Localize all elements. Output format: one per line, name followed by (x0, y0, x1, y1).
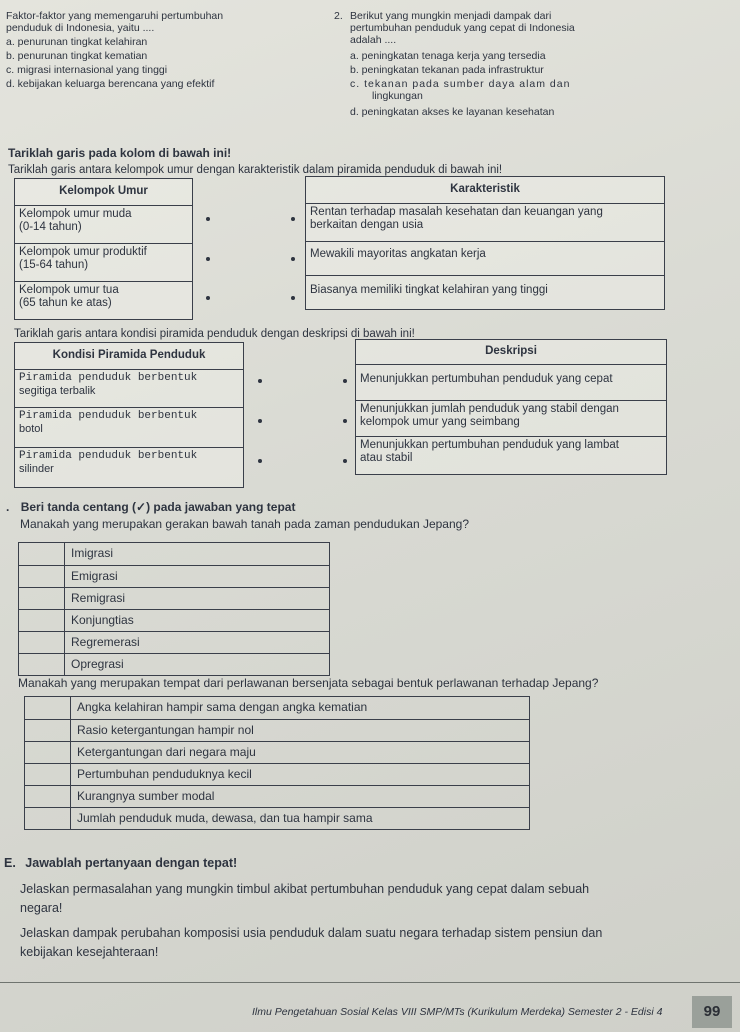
description-table (355, 339, 667, 475)
instruction-2: Tariklah garis antara kondisi piramida penduduk dengan deskripsi di bawah ini! (14, 328, 415, 340)
condition-row-3[interactable]: Piramida penduduk berbentuk silinder (15, 447, 243, 487)
question-text: Berikut yang mungkin menjadi dampak dari (350, 10, 552, 22)
connector-dot[interactable] (258, 459, 262, 463)
connector-dot[interactable] (343, 379, 347, 383)
age-group-table (14, 178, 193, 320)
connector-dot[interactable] (258, 379, 262, 383)
option-d[interactable]: d. peningkatan akses ke layanan kesehatan (350, 106, 555, 118)
option-c[interactable]: c. migrasi internasional yang tinggi (6, 64, 168, 76)
table-header: Deskripsi (485, 345, 537, 357)
section-marker: E. (4, 856, 16, 870)
checklist-row[interactable]: Rasio ketergantungan hampir nol (25, 719, 529, 741)
table-header: Kelompok Umur (59, 185, 148, 197)
option-b[interactable]: b. penurunan tingkat kematian (6, 50, 148, 62)
checklist-question-1: Manakah yang merupakan gerakan bawah tanah pada zaman pendudukan Jepang? (20, 517, 470, 531)
connector-dot[interactable] (206, 296, 210, 300)
question-text: Faktor-faktor yang memengaruhi pertumbuhan (6, 10, 224, 22)
condition-row-2[interactable]: Piramida penduduk berbentuk botol (15, 407, 243, 447)
char-row-3[interactable]: Biasanya memiliki tingkat kelahiran yang tinggi (306, 275, 664, 309)
checklist-row[interactable]: Emigrasi (19, 565, 329, 587)
checklist-row[interactable]: Regremerasi (19, 631, 329, 653)
connector-dot[interactable] (258, 419, 262, 423)
checklist-row[interactable]: Remigrasi (19, 587, 329, 609)
check-box[interactable] (19, 588, 65, 609)
check-box[interactable] (25, 720, 71, 741)
checklist-row[interactable]: Ketergantungan dari negara maju (25, 741, 529, 763)
option-c-cont: lingkungan (372, 90, 423, 102)
option-a[interactable]: a. peningkatan tenaga kerja yang tersedia (350, 50, 546, 62)
page-number: 99 (692, 996, 732, 1028)
mc-question-1 (6, 10, 316, 90)
option-a[interactable]: a. penurunan tingkat kelahiran (6, 36, 148, 48)
checklist-row[interactable]: Kurangnya sumber modal (25, 785, 529, 807)
checklist-2 (24, 696, 530, 830)
option-b[interactable]: b. peningkatan tekanan pada infrastruktur (350, 64, 544, 76)
checklist-row[interactable]: Imigrasi (19, 543, 329, 565)
check-box[interactable] (19, 632, 65, 653)
age-row-3[interactable]: Kelompok umur tua (65 tahun ke atas) (15, 281, 192, 319)
checklist-row[interactable]: Konjungtias (19, 609, 329, 631)
connector-dot[interactable] (291, 296, 295, 300)
question-number: 2. (334, 10, 343, 22)
checklist-row[interactable]: Opregrasi (19, 653, 329, 675)
desc-row-1[interactable]: Menunjukkan pertumbuhan penduduk yang cepat (356, 364, 666, 400)
checklist-question-2: Manakah yang merupakan tempat dari perlawanan bersenjata sebagai bentuk perlawanan terhadap Jepang? (18, 676, 599, 690)
section-d-heading: E. Jawablah pertanyaan dengan tepat! (4, 856, 238, 870)
essay-question-1: Jelaskan permasalahan yang mungkin timbul akibat pertumbuhan penduduk yang cepat dalam sebuah negara! (20, 882, 590, 915)
check-box[interactable] (19, 566, 65, 587)
char-row-1[interactable]: Rentan terhadap masalah kesehatan dan keuangan yang berkaitan dengan usia (306, 203, 664, 241)
char-row-2[interactable]: Mewakili mayoritas angkatan kerja (306, 241, 664, 275)
checklist-row[interactable]: Pertumbuhan penduduknya kecil (25, 763, 529, 785)
connector-dot[interactable] (291, 217, 295, 221)
checklist-row[interactable]: Angka kelahiran hampir sama dengan angka kematian (25, 697, 529, 719)
connector-dot[interactable] (206, 257, 210, 261)
check-box[interactable] (19, 610, 65, 631)
table-header: Karakteristik (450, 183, 520, 195)
characteristics-table (305, 176, 665, 310)
pyramid-condition-table (14, 342, 244, 488)
desc-row-3[interactable]: Menunjukkan pertumbuhan penduduk yang lambat atau stabil (356, 436, 666, 474)
essay-question-2: Jelaskan dampak perubahan komposisi usia penduduk dalam suatu negara terhadap sistem pensiun dan kebijakan kesejahteraan! (20, 926, 603, 959)
connector-dot[interactable] (343, 459, 347, 463)
question-text: adalah .... (350, 34, 397, 46)
age-row-2[interactable]: Kelompok umur produktif (15-64 tahun) (15, 243, 192, 281)
connector-dot[interactable] (206, 217, 210, 221)
book-title: Ilmu Pengetahuan Sosial Kelas VIII SMP/MTs (Kurikulum Merdeka) Semester 2 - Edisi 4 (252, 1006, 663, 1018)
connector-dot[interactable] (343, 419, 347, 423)
age-row-1[interactable]: Kelompok umur muda (0-14 tahun) (15, 205, 192, 243)
condition-row-1[interactable]: Piramida penduduk berbentuk segitiga terbalik (15, 369, 243, 407)
mc-question-2 (334, 10, 734, 118)
bullet: . (6, 500, 10, 514)
section-c-heading: . Beri tanda centang (✓) pada jawaban yang tepat (6, 500, 296, 514)
table-header: Kondisi Piramida Penduduk (52, 349, 206, 361)
question-text: penduduk di Indonesia, yaitu .... (6, 22, 155, 34)
question-text: pertumbuhan penduduk yang cepat di Indonesia (350, 22, 575, 34)
option-c[interactable]: c. tekanan pada sumber daya alam dan (350, 78, 571, 90)
option-d[interactable]: d. kebijakan keluarga berencana yang efektif (6, 78, 215, 90)
footer-divider (0, 982, 740, 983)
check-box[interactable] (19, 543, 65, 565)
instruction-1: Tariklah garis antara kelompok umur dengan karakteristik dalam piramida penduduk di bawah ini! (8, 164, 503, 176)
connector-dot[interactable] (291, 257, 295, 261)
desc-row-2[interactable]: Menunjukkan jumlah penduduk yang stabil dengan kelompok umur yang seimbang (356, 400, 666, 436)
section-b-heading: Tariklah garis pada kolom di bawah ini! (8, 146, 232, 160)
check-box[interactable] (19, 654, 65, 675)
checklist-1 (18, 542, 330, 676)
checklist-row[interactable]: Jumlah penduduk muda, dewasa, dan tua hampir sama (25, 807, 529, 829)
check-box[interactable] (25, 764, 71, 785)
check-box[interactable] (25, 786, 71, 807)
check-box[interactable] (25, 808, 71, 829)
check-box[interactable] (25, 742, 71, 763)
check-box[interactable] (25, 697, 71, 719)
